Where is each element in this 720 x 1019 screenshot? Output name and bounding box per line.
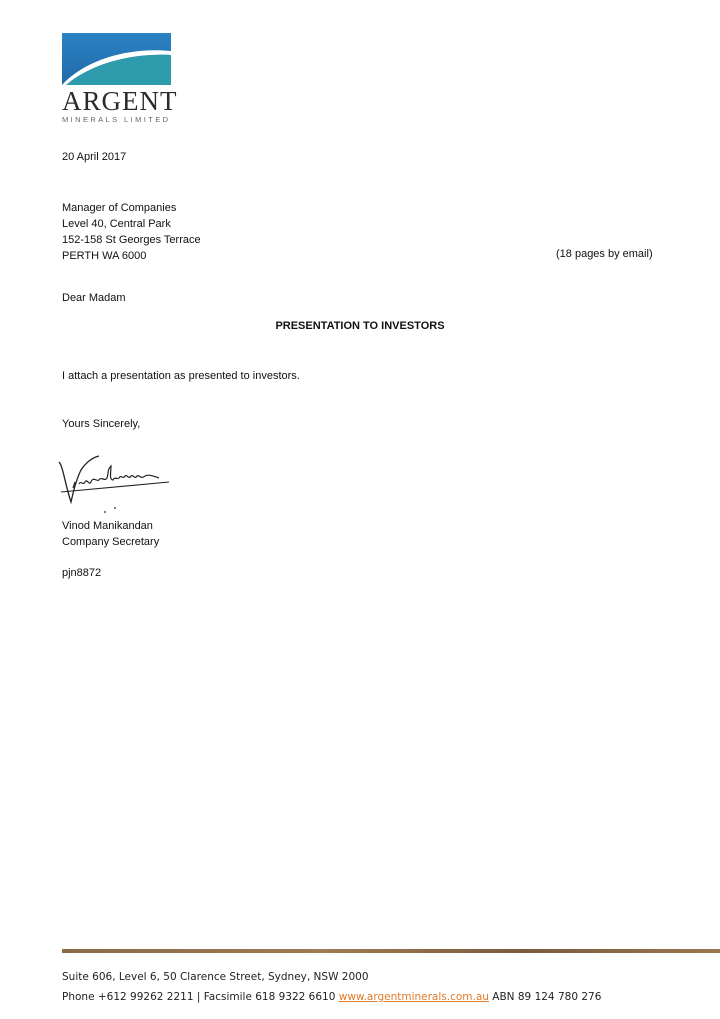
footer-phone-fax: Phone +612 99262 2211 | Facsimile 618 9322 6610 — [62, 991, 336, 1003]
signatory-title: Company Secretary — [62, 536, 160, 548]
letter-footer — [62, 967, 601, 1007]
delivery-note: (18 pages by email) — [556, 248, 653, 260]
footer-contact-line — [62, 987, 601, 1007]
letter-body: I attach a presentation as presented to investors. — [62, 370, 300, 382]
signature-image — [55, 436, 173, 516]
footer-abn: ABN 89 124 780 276 — [492, 991, 602, 1003]
letter-subject: PRESENTATION TO INVESTORS — [275, 320, 445, 332]
company-subtitle: MINERALS LIMITED — [62, 115, 171, 124]
recipient-line: Level 40, Central Park — [62, 218, 171, 230]
footer-address: Suite 606, Level 6, 50 Clarence Street, Sydney, NSW 2000 — [62, 971, 369, 983]
letter-date: 20 April 2017 — [62, 151, 127, 163]
salutation: Dear Madam — [62, 292, 126, 304]
recipient-line: Manager of Companies — [62, 202, 177, 214]
reference-code: pjn8872 — [62, 567, 102, 579]
company-name: ARGENT — [62, 86, 178, 116]
recipient-line: PERTH WA 6000 — [62, 250, 147, 262]
logo-mark-icon — [62, 33, 171, 85]
company-logo — [62, 33, 178, 124]
footer-divider — [62, 949, 720, 953]
recipient-address — [62, 200, 201, 264]
closing: Yours Sincerely, — [62, 418, 141, 430]
signatory-name: Vinod Manikandan — [62, 520, 153, 532]
website-link[interactable]: www.argentminerals.com.au — [338, 991, 489, 1003]
recipient-line: 152-158 St Georges Terrace — [62, 234, 201, 246]
signatory-block — [62, 518, 159, 550]
